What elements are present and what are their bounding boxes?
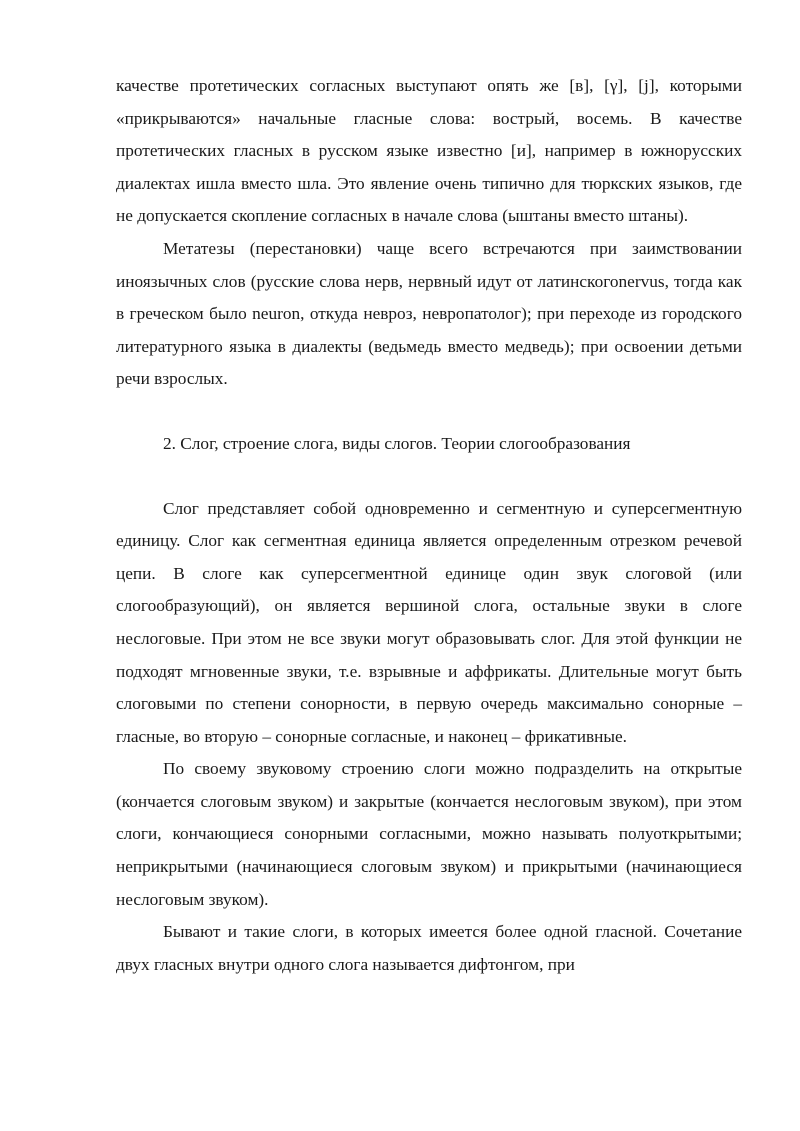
paragraph-syllable-definition: Слог представляет собой одновременно и сегментную и суперсегментную единицу. Слог как сегментная единица является определенным отрезком речевой цепи. В слоге как суперсегментной единице один звук слоговой (или слогообразующий), он является вершиной слога, остальные звуки в слоге неслоговые. При этом не все звуки могут образовывать слог. Для этой функции не подходят мгновенные звуки, т.е. взрывные и аффрикаты. Длительные могут быть слоговыми по степени сонорности, в первую очередь максимально сонорные – гласные, во вторую – сонорные согласные, и наконец – фрикативные. xyxy=(116,498,742,746)
paragraph-prothesis-continued: качестве протетических согласных выступают опять же [в], [γ], [j], которыми «прикрываются» начальные гласные слова: вострый, восемь. В качестве протетических гласных в русском языке известно [и], например в южнорусских диалектах ишла вместо шла. Это явление очень типично для тюркских языков, где не допускается скопление согласных в начале слова (ыштаны вместо штаны). xyxy=(116,76,742,226)
section-heading: 2. Слог, строение слога, виды слогов. Теории слогообразования xyxy=(163,433,631,453)
paragraph-metathesis: Метатезы (перестановки) чаще всего встречаются при заимствовании иноязычных слов (русские слова нерв, нервный идут от латинскогоnervus, тогда как в греческом было neuron, откуда невроз, невропатолог); при переходе из городского литературного языка в диалекты (ведьмедь вместо медведь); при освоении детьми речи взрослых. xyxy=(116,238,742,389)
paragraph-syllable-structure: По своему звуковому строению слоги можно подразделить на открытые (кончается слоговым звуком) и закрытые (кончается неслоговым звуком), при этом слоги, кончающиеся сонорными согласными, можно называть полуоткрытыми; неприкрытыми (начинающиеся слоговым звуком) и прикрытыми (начинающиеся неслоговым звуком). xyxy=(116,759,742,909)
paragraph-diphthongs: Бывают и такие слоги, в которых имеется более одной гласной. Сочетание двух гласных внутри одного слога называется дифтонгом, при xyxy=(116,922,742,974)
document-body xyxy=(116,70,742,981)
